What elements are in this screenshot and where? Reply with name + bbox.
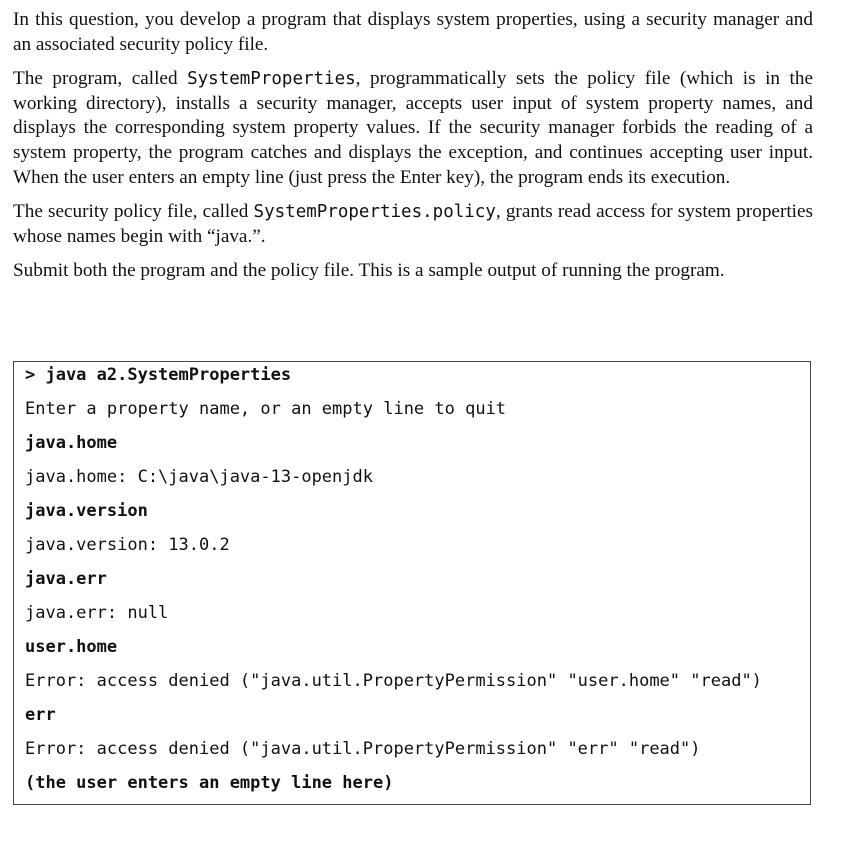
intro-text: In this question, you develop a program that displays system properties, using a security manager and an associated security policy file. [13, 9, 813, 55]
sample-output-box [13, 361, 811, 805]
console-prompt-line: Enter a property name, or an empty line to quit [25, 399, 507, 419]
console-output-line: java.err: null [25, 603, 169, 623]
console-output-line: java.version: 13.0.2 [25, 535, 230, 555]
console-error-line: Error: access denied ("java.util.PropertyPermission" "user.home" "read") [25, 671, 762, 691]
console-user-input: err [25, 705, 56, 725]
console-user-input: java.home [25, 433, 118, 453]
program-desc-text-a: The program, called [13, 68, 188, 90]
program-description-paragraph [13, 67, 813, 190]
console-user-input: java.err [25, 569, 107, 589]
submit-text: Submit both the program and the policy file. This is a sample output of running the program. [13, 260, 725, 282]
console-command-line: > java a2.SystemProperties [25, 365, 292, 385]
policy-file-code: SystemProperties.policy [253, 202, 496, 223]
program-desc-text-b: , programmatically sets the policy file (which is in the working directory), installs a security manager, accepts user input of system property names, and displays the corresponding system property values. If the security manager forbids the reading of a system property, the program catches and displays the exception, and continues accepting user input. When the user enters an empty line (just press the Enter key), the program ends its execution. [13, 68, 814, 188]
console-note-line: (the user enters an empty line here) [25, 773, 394, 793]
console-user-input: user.home [25, 637, 118, 657]
submit-instructions-paragraph [13, 259, 813, 284]
console-user-input: java.version [25, 501, 148, 521]
policy-desc-text-a: The security policy file, called [13, 201, 254, 223]
policy-description-paragraph [13, 200, 813, 249]
console-error-line: Error: access denied ("java.util.PropertyPermission" "err" "read") [25, 739, 701, 759]
program-name-code: SystemProperties [187, 69, 356, 90]
intro-paragraph [13, 8, 813, 57]
policy-desc-text-b: , grants read access for system properties whose names begin with “java.”. [13, 201, 813, 247]
console-output-line: java.home: C:\java\java-13-openjdk [25, 467, 373, 487]
question-text [13, 8, 813, 294]
